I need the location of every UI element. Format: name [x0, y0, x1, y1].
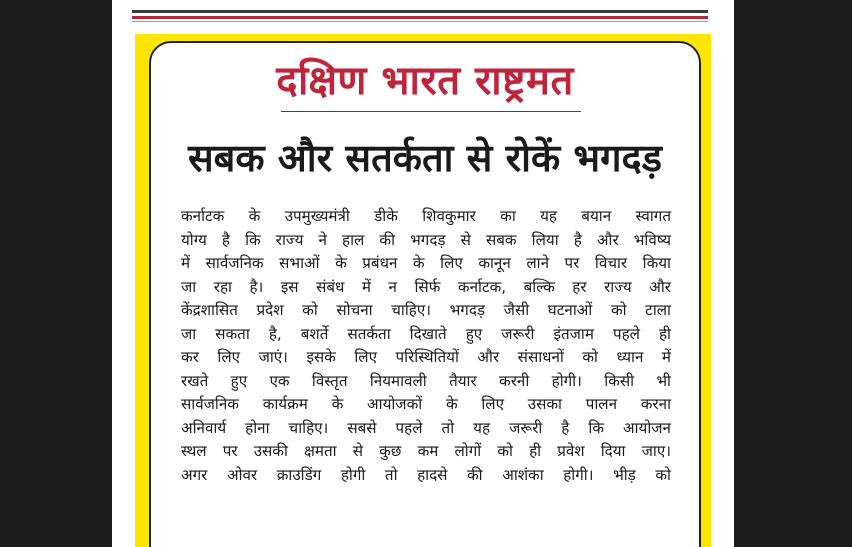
masthead-divider — [281, 111, 581, 112]
header-rule — [132, 10, 708, 13]
article-body: कर्नाटक के उपमुख्यमंत्री डीके शिवकुमार का यह बयान स्वागत योग्य है कि राज्य ने हाल की भगदड़ से सबक लिया है और भविष्य में सार्वजनिक सभाओं के प्रबंधन के लिए कानून लाने पर विचार किया जा रहा है। इस संबंध में न सिर्फ कर्नाटक, बल्कि हर राज्य और केंद्रशासित प्रदेश को सोचना चाहिए। भगदड़ जैसी घटनाओं को टाला जा सकता है, बशर्ते सतर्कता दिखाते हुए जरूरी इंतजाम पहले ही कर लिए जाएं। इसके लिए परिस्थितियों और संसाधनों को ध्यान में रखते हुए एक विस्तृत नियमावली तैयार करनी होगी। किसी भी सार्वजनिक कार्यक्रम के आयोजकों के लिए उसका पालन करना अनिवार्य होना चाहिए। सबसे पहले तो यह जरूरी है कि आयोजन स्थल पर उसकी क्षमता से कुछ कम लोगों को ही प्रवेश दिया जाए। अगर ओवर क्राउडिंग होगी तो हादसे की आशंका होगी। भीड़ को — [181, 207, 671, 484]
header-rule-thin — [132, 21, 708, 22]
editorial-panel — [149, 41, 701, 547]
masthead-title: दक्षिण भारत राष्ट्रमत — [276, 58, 574, 104]
article-headline: सबक और सतर्कता से रोकें भगदड़ — [187, 136, 663, 180]
header-rule-accent — [132, 16, 708, 19]
newspaper-page — [112, 0, 734, 547]
